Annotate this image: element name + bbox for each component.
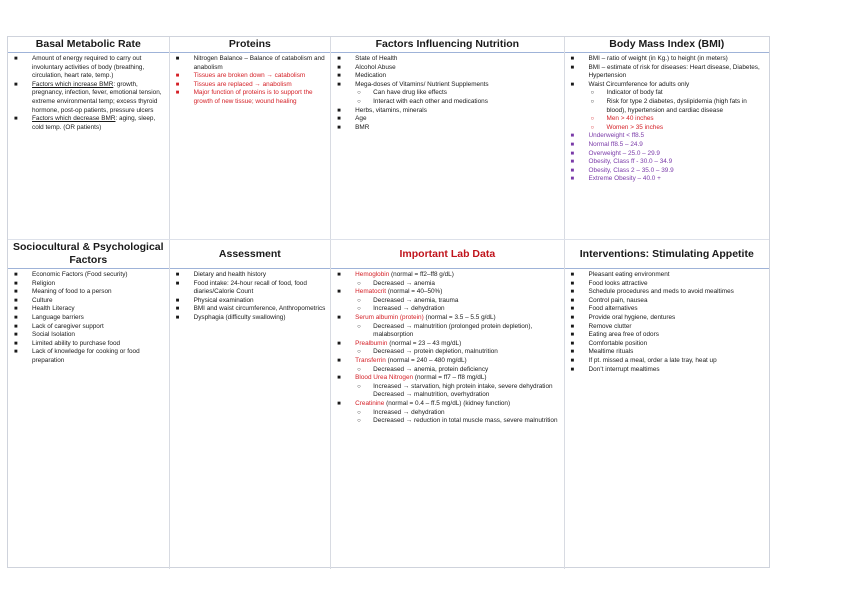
square-bullet-icon: ■ — [570, 150, 575, 157]
list-item: Decreased → malnutrition, overhydration — [373, 391, 490, 399]
list-item: ■ Hematocrit (normal = 40–50%) — [337, 288, 443, 296]
list-item: ■ Blood Urea Nitrogen (normal = ff7 – ff8 mg/dL) — [337, 374, 487, 382]
list-item: ■ Religion — [14, 279, 56, 287]
list-item: ■ Comfortable position — [570, 339, 648, 347]
list-item: ○ Increased → dehydration — [357, 408, 445, 416]
list-item: ■ Normal ff8.5 – 24.9 — [570, 140, 643, 148]
list-item: ■ Meaning of food to a person — [14, 288, 112, 296]
square-bullet-icon: ■ — [14, 340, 18, 347]
list-item: ■ Economic Factors (Food security) — [14, 271, 128, 278]
list-item: ■ Limited ability to purchase food — [14, 339, 121, 347]
square-bullet-icon: ■ — [570, 141, 575, 148]
square-bullet-icon: ■ — [337, 56, 341, 62]
list-item: ■ Creatinine (normal = 0.4 – ff.5 mg/dL) (kidney function) — [337, 399, 511, 407]
square-bullet-icon: ■ — [337, 116, 341, 123]
sociocultural-list — [8, 269, 169, 366]
cell-proteins — [170, 37, 332, 239]
square-bullet-icon: ■ — [337, 124, 341, 131]
circle-bullet-icon: ○ — [590, 98, 595, 105]
list-item: ■ Nitrogen Balance – Balance of catabolism and anabolism — [175, 55, 325, 71]
circle-bullet-icon: ○ — [357, 98, 361, 105]
section-title: Assessment — [170, 240, 331, 269]
square-bullet-icon: ■ — [14, 323, 18, 330]
list-item: ■ Lack of knowledge for cooking or food preparation — [14, 348, 140, 364]
table-row-2 — [8, 239, 769, 569]
list-item: ○ Decreased → anemia, trauma — [357, 296, 459, 304]
list-item: ■ Prealbumin (normal = 23 – 43 mg/dL) — [337, 339, 462, 347]
section-title: Interventions: Stimulating Appetite — [565, 240, 769, 269]
circle-bullet-icon: ○ — [590, 124, 595, 131]
list-item: ■ State of Health — [337, 55, 398, 62]
cell-labs — [331, 240, 564, 569]
list-item: ○ Decreased → reduction in total muscle mass, severe malnutrition — [357, 417, 558, 425]
list-item: ■ BMI and waist circumference, Anthropometrics — [175, 305, 326, 313]
cell-bmi — [565, 37, 769, 239]
list-item: ■ Culture — [14, 296, 53, 304]
item-label: Factors which decrease BMR — [32, 115, 116, 123]
square-bullet-icon: ■ — [175, 280, 180, 287]
list-item: ○ Risk for type 2 diabetes, dyslipidemia (high fats in blood), hypertension and cardiac disease — [590, 97, 747, 114]
square-bullet-icon: ■ — [570, 167, 575, 174]
table-row-1 — [8, 37, 769, 239]
square-bullet-icon: ■ — [337, 107, 341, 114]
list-item: ■ Remove clutter — [570, 322, 632, 330]
square-bullet-icon: ■ — [570, 159, 575, 166]
circle-bullet-icon: ○ — [357, 90, 361, 97]
list-item: ■ Dysphagia (difficulty swallowing) — [175, 313, 286, 321]
square-bullet-icon: ■ — [175, 73, 180, 80]
circle-bullet-icon: ○ — [590, 116, 595, 123]
square-bullet-icon: ■ — [570, 64, 575, 71]
section-title: Basal Metabolic Rate — [8, 37, 169, 53]
square-bullet-icon: ■ — [570, 81, 575, 88]
section-title: Sociocultural & Psychological Factors — [8, 240, 169, 269]
square-bullet-icon: ■ — [337, 400, 341, 407]
list-item: ■ Serum albumin (protein) (normal = 3.5 – 5.5 g/dL) — [337, 313, 496, 321]
list-item: ■ Health Literacy — [14, 305, 75, 313]
list-item: ○ Decreased → anemia — [357, 279, 435, 287]
interventions-list — [565, 269, 769, 374]
list-item: ■ Tissues are replaced → anabolism — [175, 80, 292, 88]
square-bullet-icon: ■ — [14, 272, 18, 278]
square-bullet-icon: ■ — [14, 306, 18, 313]
list-item: ■ BMI – estimate of risk for diseases: Heart disease, Diabetes, Hypertension — [570, 63, 760, 80]
list-item: ■ Obesity, Class ff - 30.0 – 34.9 — [570, 158, 673, 166]
list-item: ■ Lack of caregiver support — [14, 322, 104, 330]
cell-assessment — [170, 240, 332, 569]
square-bullet-icon: ■ — [337, 289, 341, 296]
square-bullet-icon: ■ — [14, 289, 18, 296]
list-item: ■ Alcohol Abuse — [337, 63, 396, 71]
square-bullet-icon: ■ — [337, 314, 341, 321]
square-bullet-icon: ■ — [570, 289, 575, 296]
circle-bullet-icon: ○ — [357, 280, 361, 287]
list-item: ■ Food alternatives — [570, 305, 638, 313]
square-bullet-icon: ■ — [570, 133, 575, 140]
section-title: Important Lab Data — [331, 240, 563, 269]
square-bullet-icon: ■ — [14, 349, 18, 356]
list-item: ■ Food intake: 24-hour recall of food, food diaries/Calorie Count — [175, 279, 307, 296]
list-item: ■ Physical examination — [175, 296, 254, 304]
square-bullet-icon: ■ — [570, 272, 575, 278]
list-item: ■ Social Isolation — [14, 331, 75, 339]
list-item: ■ Don’t interrupt mealtimes — [570, 365, 660, 373]
square-bullet-icon: ■ — [570, 280, 575, 287]
list-item: ■ Waist Circumference for adults only — [570, 80, 690, 88]
list-item: ■ Mega-doses of Vitamins/ Nutrient Supplements — [337, 80, 489, 88]
list-item: ■ Medication — [337, 72, 387, 80]
square-bullet-icon: ■ — [570, 297, 575, 304]
square-bullet-icon: ■ — [14, 297, 18, 304]
list-item: ■ Age — [337, 115, 367, 123]
list-item: ■ Dietary and health history — [175, 271, 267, 278]
list-item: ■ Extreme Obesity – 40.0 + — [570, 175, 661, 183]
square-bullet-icon: ■ — [570, 306, 575, 313]
circle-bullet-icon: ○ — [357, 383, 361, 390]
labs-list — [331, 269, 563, 426]
circle-bullet-icon: ○ — [357, 366, 361, 373]
square-bullet-icon: ■ — [175, 81, 180, 88]
circle-bullet-icon: ○ — [357, 297, 361, 304]
list-item: ■ Schedule procedures and meds to avoid mealtimes — [570, 288, 734, 296]
square-bullet-icon: ■ — [570, 176, 575, 183]
list-item: ■ BMI – ratio of weight (in Kg.) to height (in meters) — [570, 55, 728, 62]
square-bullet-icon: ■ — [570, 357, 575, 364]
square-bullet-icon: ■ — [14, 81, 18, 88]
list-item: ○ Increased → dehydration — [357, 305, 445, 313]
list-item: ■ If pt. missed a meal, order a late tray, heat up — [570, 356, 717, 364]
square-bullet-icon: ■ — [337, 357, 341, 364]
proteins-list — [170, 53, 331, 107]
list-item: ■ Hemoglobin (normal = ff2–ff8 g/dL) — [337, 271, 454, 278]
square-bullet-icon: ■ — [570, 340, 575, 347]
cell-interventions — [565, 240, 769, 569]
list-item: ■ Major function of proteins is to support the growth of new tissue; wound healing — [175, 89, 313, 105]
list-item: ■ Control pain, nausea — [570, 296, 648, 304]
square-bullet-icon: ■ — [570, 349, 575, 356]
list-item: ■ Provide oral hygiene, dentures — [570, 313, 676, 321]
square-bullet-icon: ■ — [337, 73, 341, 80]
circle-bullet-icon: ○ — [357, 418, 361, 425]
nutrition-study-table — [7, 36, 770, 568]
list-item: ○ Decreased → anemia, protein deficiency — [357, 365, 489, 373]
square-bullet-icon: ■ — [14, 280, 18, 287]
list-item: ■ BMR — [337, 123, 370, 131]
list-item: ■ Underweight < ff8.5 — [570, 132, 645, 140]
list-item: ○ Men > 40 inches — [590, 115, 654, 123]
list-item: ■ Factors which increase BMR: growth, pregnancy, infection, fever, emotional tension, extreme environmental temp; excess thyroid hormone, post-op patients, pressure ulcers — [14, 80, 162, 114]
list-item: ○ Interact with each other and medications — [357, 97, 488, 105]
circle-bullet-icon: ○ — [590, 90, 595, 97]
assessment-list — [170, 269, 331, 323]
list-item: ■ Eating area free of odors — [570, 331, 659, 339]
list-item: ■ Pleasant eating environment — [570, 271, 670, 278]
circle-bullet-icon: ○ — [357, 409, 361, 416]
list-item: ○ Increased → starvation, high protein intake, severe dehydration — [357, 382, 553, 390]
cell-sociocultural — [8, 240, 170, 569]
circle-bullet-icon: ○ — [357, 323, 361, 330]
list-item: ○ Indicator of body fat — [590, 89, 663, 97]
bmi-list — [565, 53, 769, 184]
square-bullet-icon: ■ — [570, 323, 575, 330]
list-item: ■ Language barriers — [14, 313, 84, 321]
square-bullet-icon: ■ — [570, 314, 575, 321]
square-bullet-icon: ■ — [337, 81, 341, 88]
factors-list — [331, 53, 563, 132]
circle-bullet-icon: ○ — [357, 306, 361, 313]
square-bullet-icon: ■ — [14, 56, 18, 62]
square-bullet-icon: ■ — [14, 314, 18, 321]
cell-factors — [331, 37, 564, 239]
square-bullet-icon: ■ — [175, 272, 180, 278]
bmr-list — [8, 53, 169, 132]
circle-bullet-icon: ○ — [357, 349, 361, 356]
square-bullet-icon: ■ — [175, 56, 180, 62]
square-bullet-icon: ■ — [570, 56, 575, 62]
list-item: ■ Herbs, vitamins, minerals — [337, 106, 427, 114]
section-title: Proteins — [170, 37, 331, 53]
list-item: ■ Factors which decrease BMR: aging, sleep, cold temp. (OR patients) — [14, 115, 156, 131]
list-item: ■ Transferrin (normal = 240 – 480 mg/dL) — [337, 356, 467, 364]
square-bullet-icon: ■ — [337, 64, 341, 71]
list-item: ■ Amount of energy required to carry out involuntary activities of body (breathing, circulation, heart rate, temp.) — [14, 55, 145, 80]
section-title: Factors Influencing Nutrition — [331, 37, 563, 53]
item-label: Factors which increase BMR — [32, 80, 114, 88]
section-title: Body Mass Index (BMI) — [565, 37, 769, 53]
list-item: ■ Tissues are broken down → catabolism — [175, 72, 306, 80]
square-bullet-icon: ■ — [14, 332, 18, 339]
list-item: ○ Can have drug like effects — [357, 89, 447, 97]
square-bullet-icon: ■ — [570, 366, 575, 373]
square-bullet-icon: ■ — [337, 272, 341, 278]
square-bullet-icon: ■ — [175, 306, 180, 313]
list-item: ■ Obesity, Class 2 – 35.0 – 39.9 — [570, 166, 674, 174]
list-item: ■ Mealtime rituals — [570, 348, 634, 356]
cell-bmr — [8, 37, 170, 239]
list-item: ■ Food looks attractive — [570, 279, 648, 287]
square-bullet-icon: ■ — [570, 332, 575, 339]
square-bullet-icon: ■ — [337, 340, 341, 347]
square-bullet-icon: ■ — [175, 90, 180, 97]
list-item: ○ Women > 35 inches — [590, 123, 664, 131]
list-item: ○ Decreased → protein depletion, malnutrition — [357, 348, 498, 356]
list-item: ■ Overweight – 25.0 – 29.9 — [570, 149, 660, 157]
square-bullet-icon: ■ — [14, 116, 18, 123]
square-bullet-icon: ■ — [175, 297, 180, 304]
list-item: ○ Decreased → malnutrition (prolonged protein depletion), malabsorption — [357, 322, 533, 339]
square-bullet-icon: ■ — [175, 314, 180, 321]
square-bullet-icon: ■ — [337, 375, 341, 382]
